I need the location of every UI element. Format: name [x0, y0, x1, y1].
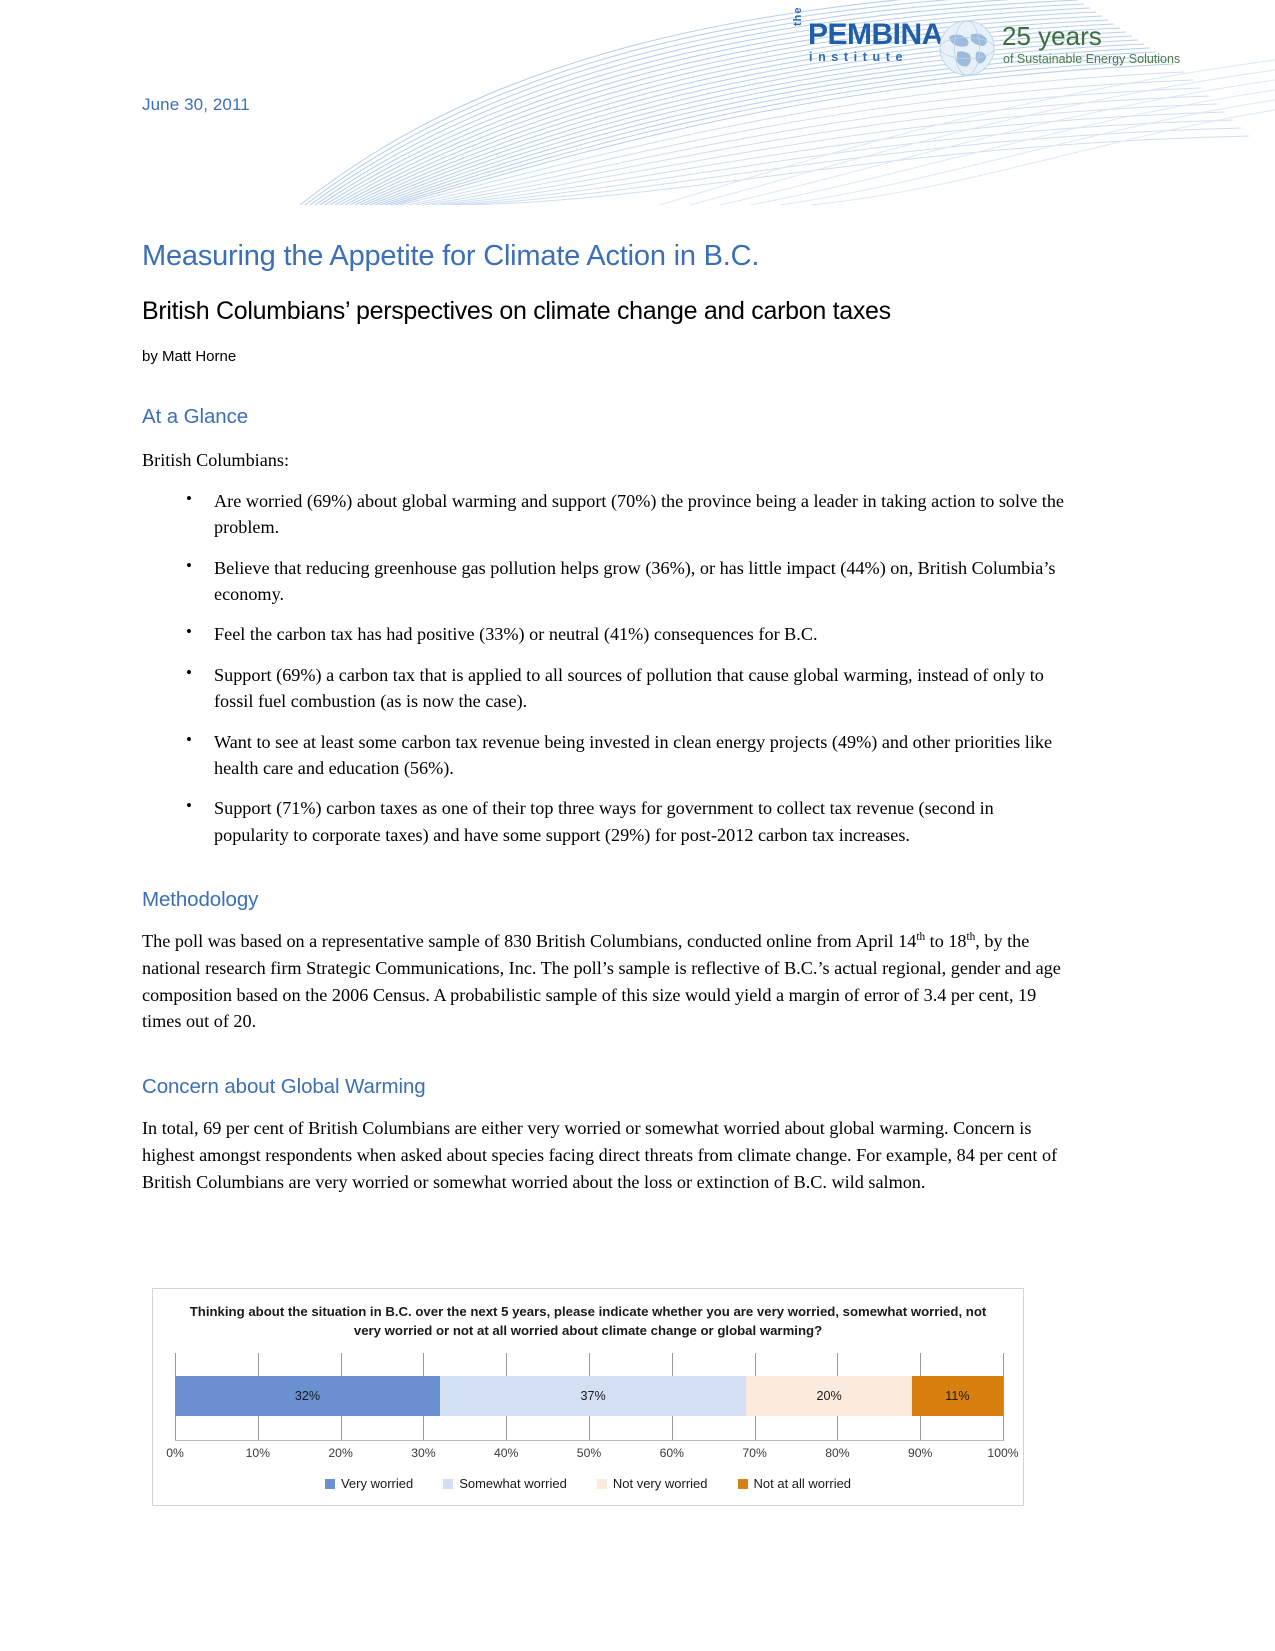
legend-item — [738, 1476, 852, 1491]
legend-swatch-icon — [597, 1479, 607, 1489]
x-tick-label: 70% — [742, 1446, 767, 1460]
chart-title: Thinking about the situation in B.C. over the next 5 years, please indicate whether you are very worried, somewhat worried, not very worried or not at all worried about climate change or global warming? — [189, 1304, 987, 1338]
logo-pembina-text: PEMBINA — [808, 18, 943, 51]
logo-the-text: the — [792, 6, 804, 26]
legend-swatch-icon — [325, 1479, 335, 1489]
bar-segment-not-at-all-worried: 11% — [912, 1376, 1003, 1416]
legend-item — [325, 1476, 413, 1491]
gridline — [1003, 1353, 1004, 1441]
legend-label: Not very worried — [612, 1476, 708, 1491]
page-subtitle: British Columbians’ perspectives on climate change and carbon taxes — [142, 297, 891, 326]
chart-plot-area — [175, 1353, 1003, 1441]
author-byline: by Matt Horne — [142, 348, 237, 366]
globe-icon — [938, 19, 996, 77]
chart-legend — [153, 1476, 1023, 1491]
bar-segment-somewhat-worried: 37% — [440, 1376, 746, 1416]
x-tick-label: 60% — [659, 1446, 684, 1460]
list-item: • Believe that reducing greenhouse gas pollution helps grow (36%), or has little impact (44%) on, British Columbia’s economy. — [182, 555, 1072, 608]
chart-x-axis-tick-labels — [166, 1446, 1019, 1466]
methodology-paragraph — [142, 928, 1072, 1035]
section-heading-methodology: Methodology — [142, 888, 259, 912]
x-tick-label: 80% — [825, 1446, 850, 1460]
document-body — [142, 240, 1072, 1195]
logo-tagline-text: of Sustainable Energy Solutions — [1003, 52, 1181, 66]
legend-swatch-icon — [443, 1479, 453, 1489]
logo-25-years-text: 25 years — [1002, 21, 1102, 51]
x-tick-label: 10% — [245, 1446, 270, 1460]
x-tick-label: 30% — [411, 1446, 436, 1460]
list-item: • Are worried (69%) about global warming and support (70%) the province being a leader in taking action to solve the problem. — [182, 488, 1072, 541]
ordinal-suffix-18th: th — [966, 931, 976, 944]
pembina-institute-logo — [790, 6, 1181, 80]
legend-swatch-icon — [738, 1479, 748, 1489]
bar-segment-not-very-worried: 20% — [746, 1376, 912, 1416]
methodology-text-part3: , by the national research firm Strategic Communications, Inc. The poll’s sample is reflective of B.C.’s actual regional, gender and age composition based on the 2006 Census. A probabilistic sample of this size would yield a margin of error of 3.4 per cent, 19 times out of 20. — [142, 931, 1061, 1032]
section-heading-concern: Concern about Global Warming — [142, 1075, 426, 1099]
legend-label: Not at all worried — [753, 1476, 852, 1491]
logo-institute-text: institute — [809, 50, 909, 64]
methodology-text-part2: to 18 — [925, 931, 967, 952]
legend-label: Somewhat worried — [459, 1476, 567, 1491]
legend-label: Very worried — [340, 1476, 414, 1491]
section-heading-at-a-glance: At a Glance — [142, 405, 249, 429]
worry-level-stacked-bar-chart — [152, 1288, 1024, 1506]
at-a-glance-bullet-list — [142, 488, 1072, 848]
x-tick-label: 40% — [493, 1446, 519, 1460]
ordinal-suffix-14th: th — [916, 931, 926, 944]
x-tick-label: 50% — [576, 1446, 602, 1460]
list-item: • Feel the carbon tax has had positive (33%) or neutral (41%) consequences for B.C. — [182, 621, 1072, 647]
at-a-glance-lead: British Columbians: — [142, 450, 290, 471]
document-date: June 30, 2011 — [142, 95, 250, 114]
legend-item — [597, 1476, 708, 1491]
bar-segment-very-worried: 32% — [175, 1376, 440, 1416]
x-axis-line — [175, 1440, 1003, 1441]
list-item: • Support (71%) carbon taxes as one of their top three ways for government to collect tax revenue (second in popularity to corporate taxes) and have some support (29%) for post-2012 carbon tax increases. — [182, 795, 1072, 848]
x-tick-label: 0% — [166, 1446, 184, 1460]
list-item: • Want to see at least some carbon tax revenue being invested in clean energy projects (49%) and other priorities like health care and education (56%). — [182, 729, 1072, 782]
concern-paragraph: In total, 69 per cent of British Columbians are either very worried or somewhat worried about global warming. Concern is highest amongst respondents when asked about species facing direct threats from climate change. For example, 84 per cent of British Columbians are very worried or somewhat worried about the loss or extinction of B.C. wild salmon. — [142, 1118, 1058, 1192]
legend-item — [443, 1476, 567, 1491]
x-tick-label: 100% — [987, 1446, 1019, 1460]
x-tick-label: 20% — [328, 1446, 353, 1460]
list-item: • Support (69%) a carbon tax that is applied to all sources of pollution that cause global warming, instead of only to fossil fuel combustion (as is now the case). — [182, 662, 1072, 715]
page-title: Measuring the Appetite for Climate Action in B.C. — [142, 240, 760, 272]
methodology-text-part1: The poll was based on a representative sample of 830 British Columbians, conducted online from April 14 — [142, 931, 917, 952]
stacked-bar — [175, 1376, 1003, 1416]
x-tick-label: 90% — [907, 1446, 933, 1460]
